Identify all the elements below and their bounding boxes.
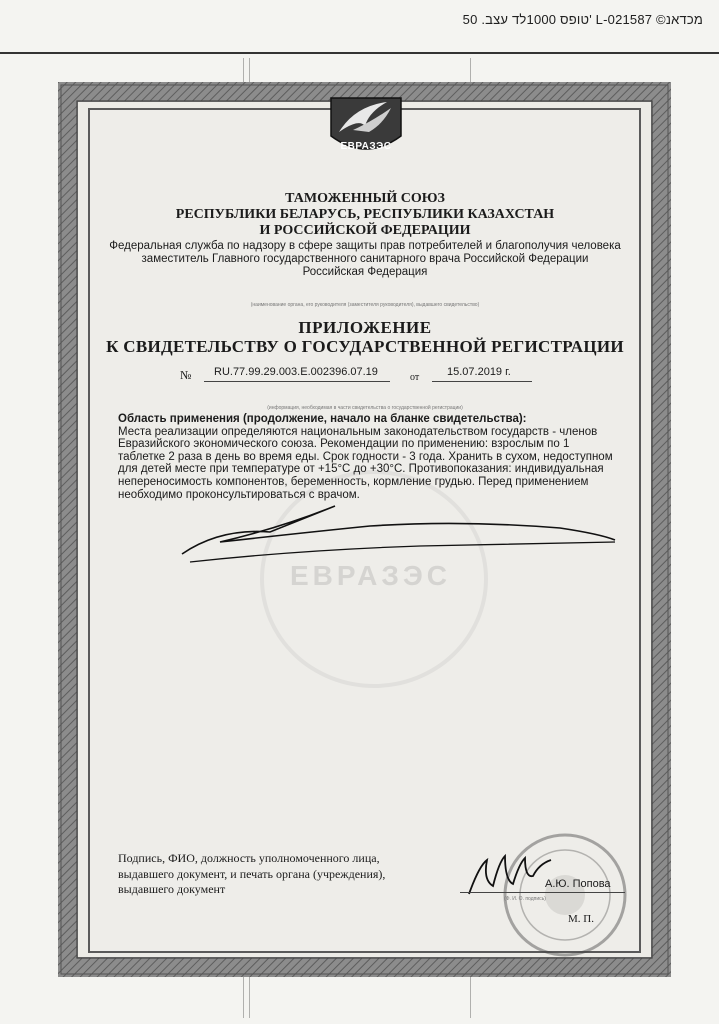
watermark-text: ЕВРАЗЭС bbox=[290, 560, 452, 591]
fax-header bbox=[0, 0, 719, 62]
number-label: № bbox=[180, 368, 192, 382]
registration-note: (информация, необходимая в части свидетельства о государственной регистрации) bbox=[267, 405, 463, 411]
registration-number: RU.77.99.29.003.E.002396.07.19 bbox=[214, 366, 378, 378]
authority-note: (наименование органа, его руководителя (заместителя руководителя), выдавшего свидетельство) bbox=[250, 302, 480, 308]
heading-russia: И РОССИЙСКОЙ ФЕДЕРАЦИИ bbox=[259, 223, 471, 238]
agency-block bbox=[100, 240, 630, 279]
registration-date: 15.07.2019 г. bbox=[447, 366, 511, 378]
heading-union: ТАМОЖЕННЫЙ СОЮЗ bbox=[285, 191, 445, 206]
fio-note: (Ф. И. О. подпись) bbox=[504, 896, 546, 902]
signature-scribble bbox=[160, 498, 630, 578]
fax-header-rule bbox=[0, 52, 719, 54]
number-underline bbox=[204, 381, 390, 382]
agency-line: заместитель Главного государственного санитарного врача Российской Федерации bbox=[141, 253, 589, 265]
signature-underline bbox=[460, 892, 625, 893]
scope-text: Места реализации определяются национальным законодательством государств - членов Евразийского экономического союза. Рекомендации по применению: взрослым по 1 таблетке 2 раза в день во время еды. Срок годности - 3 года. Хранить в сухом, недоступном для детей месте при температуре от +15°С до +30°С. Противопоказания: индивидуальная непереносимость компонентов, беременность, кормление грудью. Перед применением необходимо проконсультироваться с врачом. bbox=[118, 425, 613, 501]
document-title: ПРИЛОЖЕНИЕ bbox=[298, 318, 432, 337]
scope-label: Область применения (продолжение, начало на бланке свидетельства): bbox=[118, 413, 527, 425]
scope-section bbox=[118, 413, 618, 501]
registration-row bbox=[180, 366, 540, 384]
heading-republics: РЕСПУБЛИКИ БЕЛАРУСЬ, РЕСПУБЛИКИ КАЗАХСТАН bbox=[175, 207, 555, 222]
date-label: от bbox=[410, 372, 420, 383]
stamp-place-label: М. П. bbox=[568, 913, 594, 925]
emblem-label: ЕВРАЗЭС bbox=[340, 141, 392, 152]
signatory-caption: Подпись, ФИО, должность уполномоченного лица, выдавшего документ, и печать органа (учреждения), выдавшего документ bbox=[118, 851, 386, 896]
document-subtitle: К СВИДЕТЕЛЬСТВУ О ГОСУДАРСТВЕННОЙ РЕГИСТРАЦИИ bbox=[106, 337, 624, 356]
fax-header-text: טופס 1000לד עצב. 50' L-021587 ©מכדאנ bbox=[462, 12, 703, 27]
agency-line: Федеральная служба по надзору в сфере защиты прав потребителей и благополучия человека bbox=[109, 240, 621, 252]
agency-line: Российская Федерация bbox=[302, 266, 428, 278]
official-name: А.Ю. Попова bbox=[545, 878, 611, 890]
date-underline bbox=[432, 381, 532, 382]
